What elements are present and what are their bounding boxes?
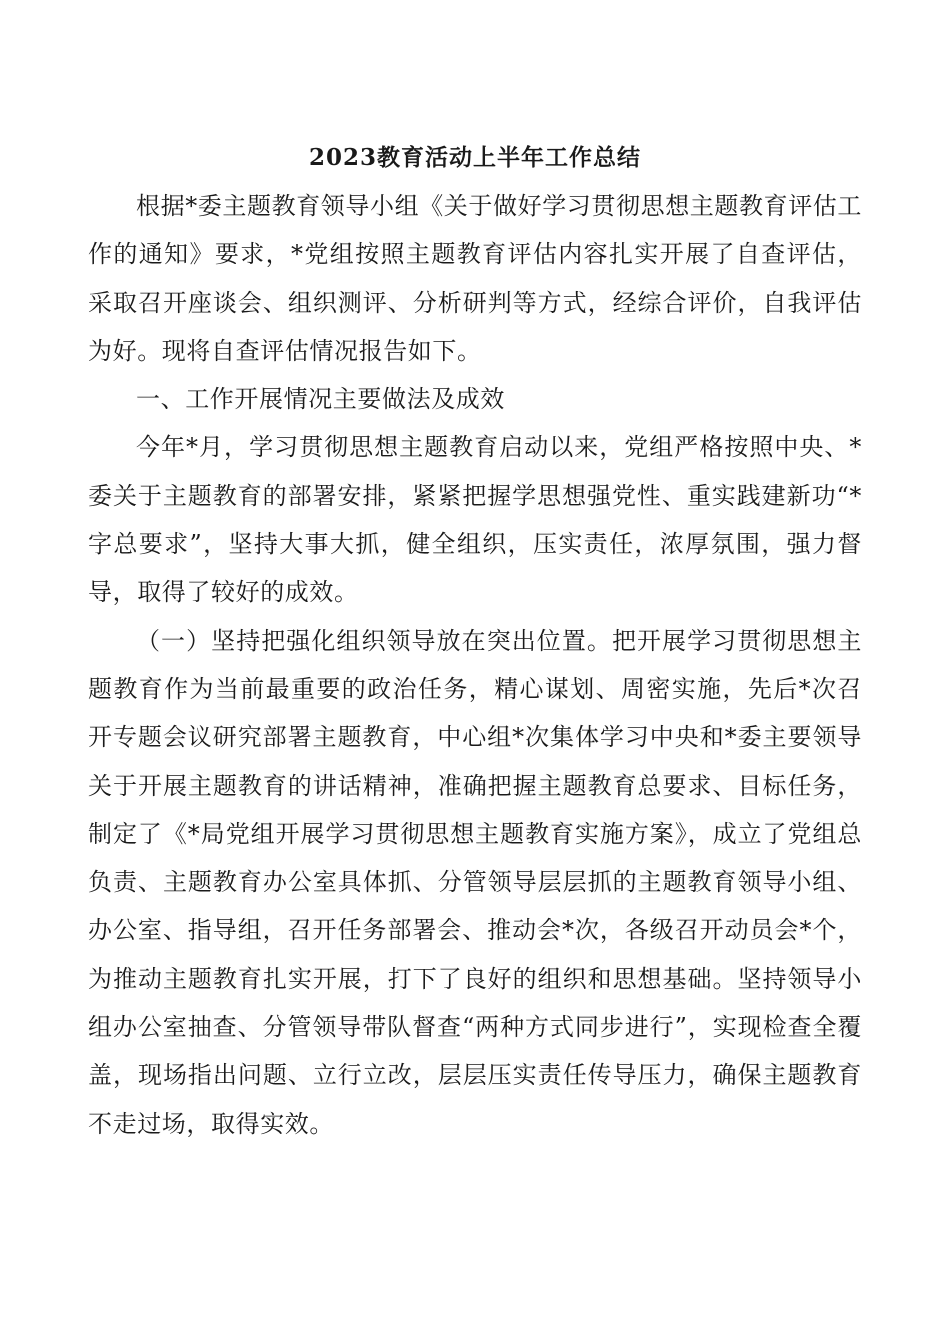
document-title: 2023教育活动上半年工作总结: [308, 144, 641, 171]
subsection-one-paragraph: （一）坚持把强化组织领导放在突出位置。把开展学习贯彻思想主题教育作为当前最重要的政治任务，精心谋划、周密实施，先后*次召开专题会议研究部署主题教育，中心组*次集体学习中央和*委主要领导关于开展主题教育的讲话精神，准确把握主题教育总要求、目标任务，制定了《*局党组开展学习贯彻思想主题教育实施方案》，成立了党组总负责、主题教育办公室具体抓、分管领导层层抓的主题教育领导小组、办公室、指导组，召开任务部署会、推动会*次，各级召开动员会*个，为推动主题教育扎实开展，打下了良好的组织和思想基础。坚持领导小组办公室抽查、分管领导带队督查“两种方式同步进行”，实现检查全覆盖，现场指出问题、立行立改，层层压实责任传导压力，确保主题教育不走过场，取得实效。: [88, 626, 862, 1138]
section-heading: 一、工作开展情况主要做法及成效: [136, 385, 505, 414]
intro-paragraph: 根据*委主题教育领导小组《关于做好学习贯彻思想主题教育评估工作的通知》要求，*党组按照主题教育评估内容扎实开展了自查评估，采取召开座谈会、组织测评、分析研判等方式，经综合评价，自我评估为好。现将自查评估情况报告如下。: [88, 192, 862, 365]
section-overview-paragraph: 今年*月，学习贯彻思想主题教育启动以来，党组严格按照中央、*委关于主题教育的部署安排，紧紧把握学思想强党性、重实践建新功“*字总要求”，坚持大事大抓，健全组织，压实责任，浓厚氛围，强力督导，取得了较好的成效。: [88, 433, 862, 607]
